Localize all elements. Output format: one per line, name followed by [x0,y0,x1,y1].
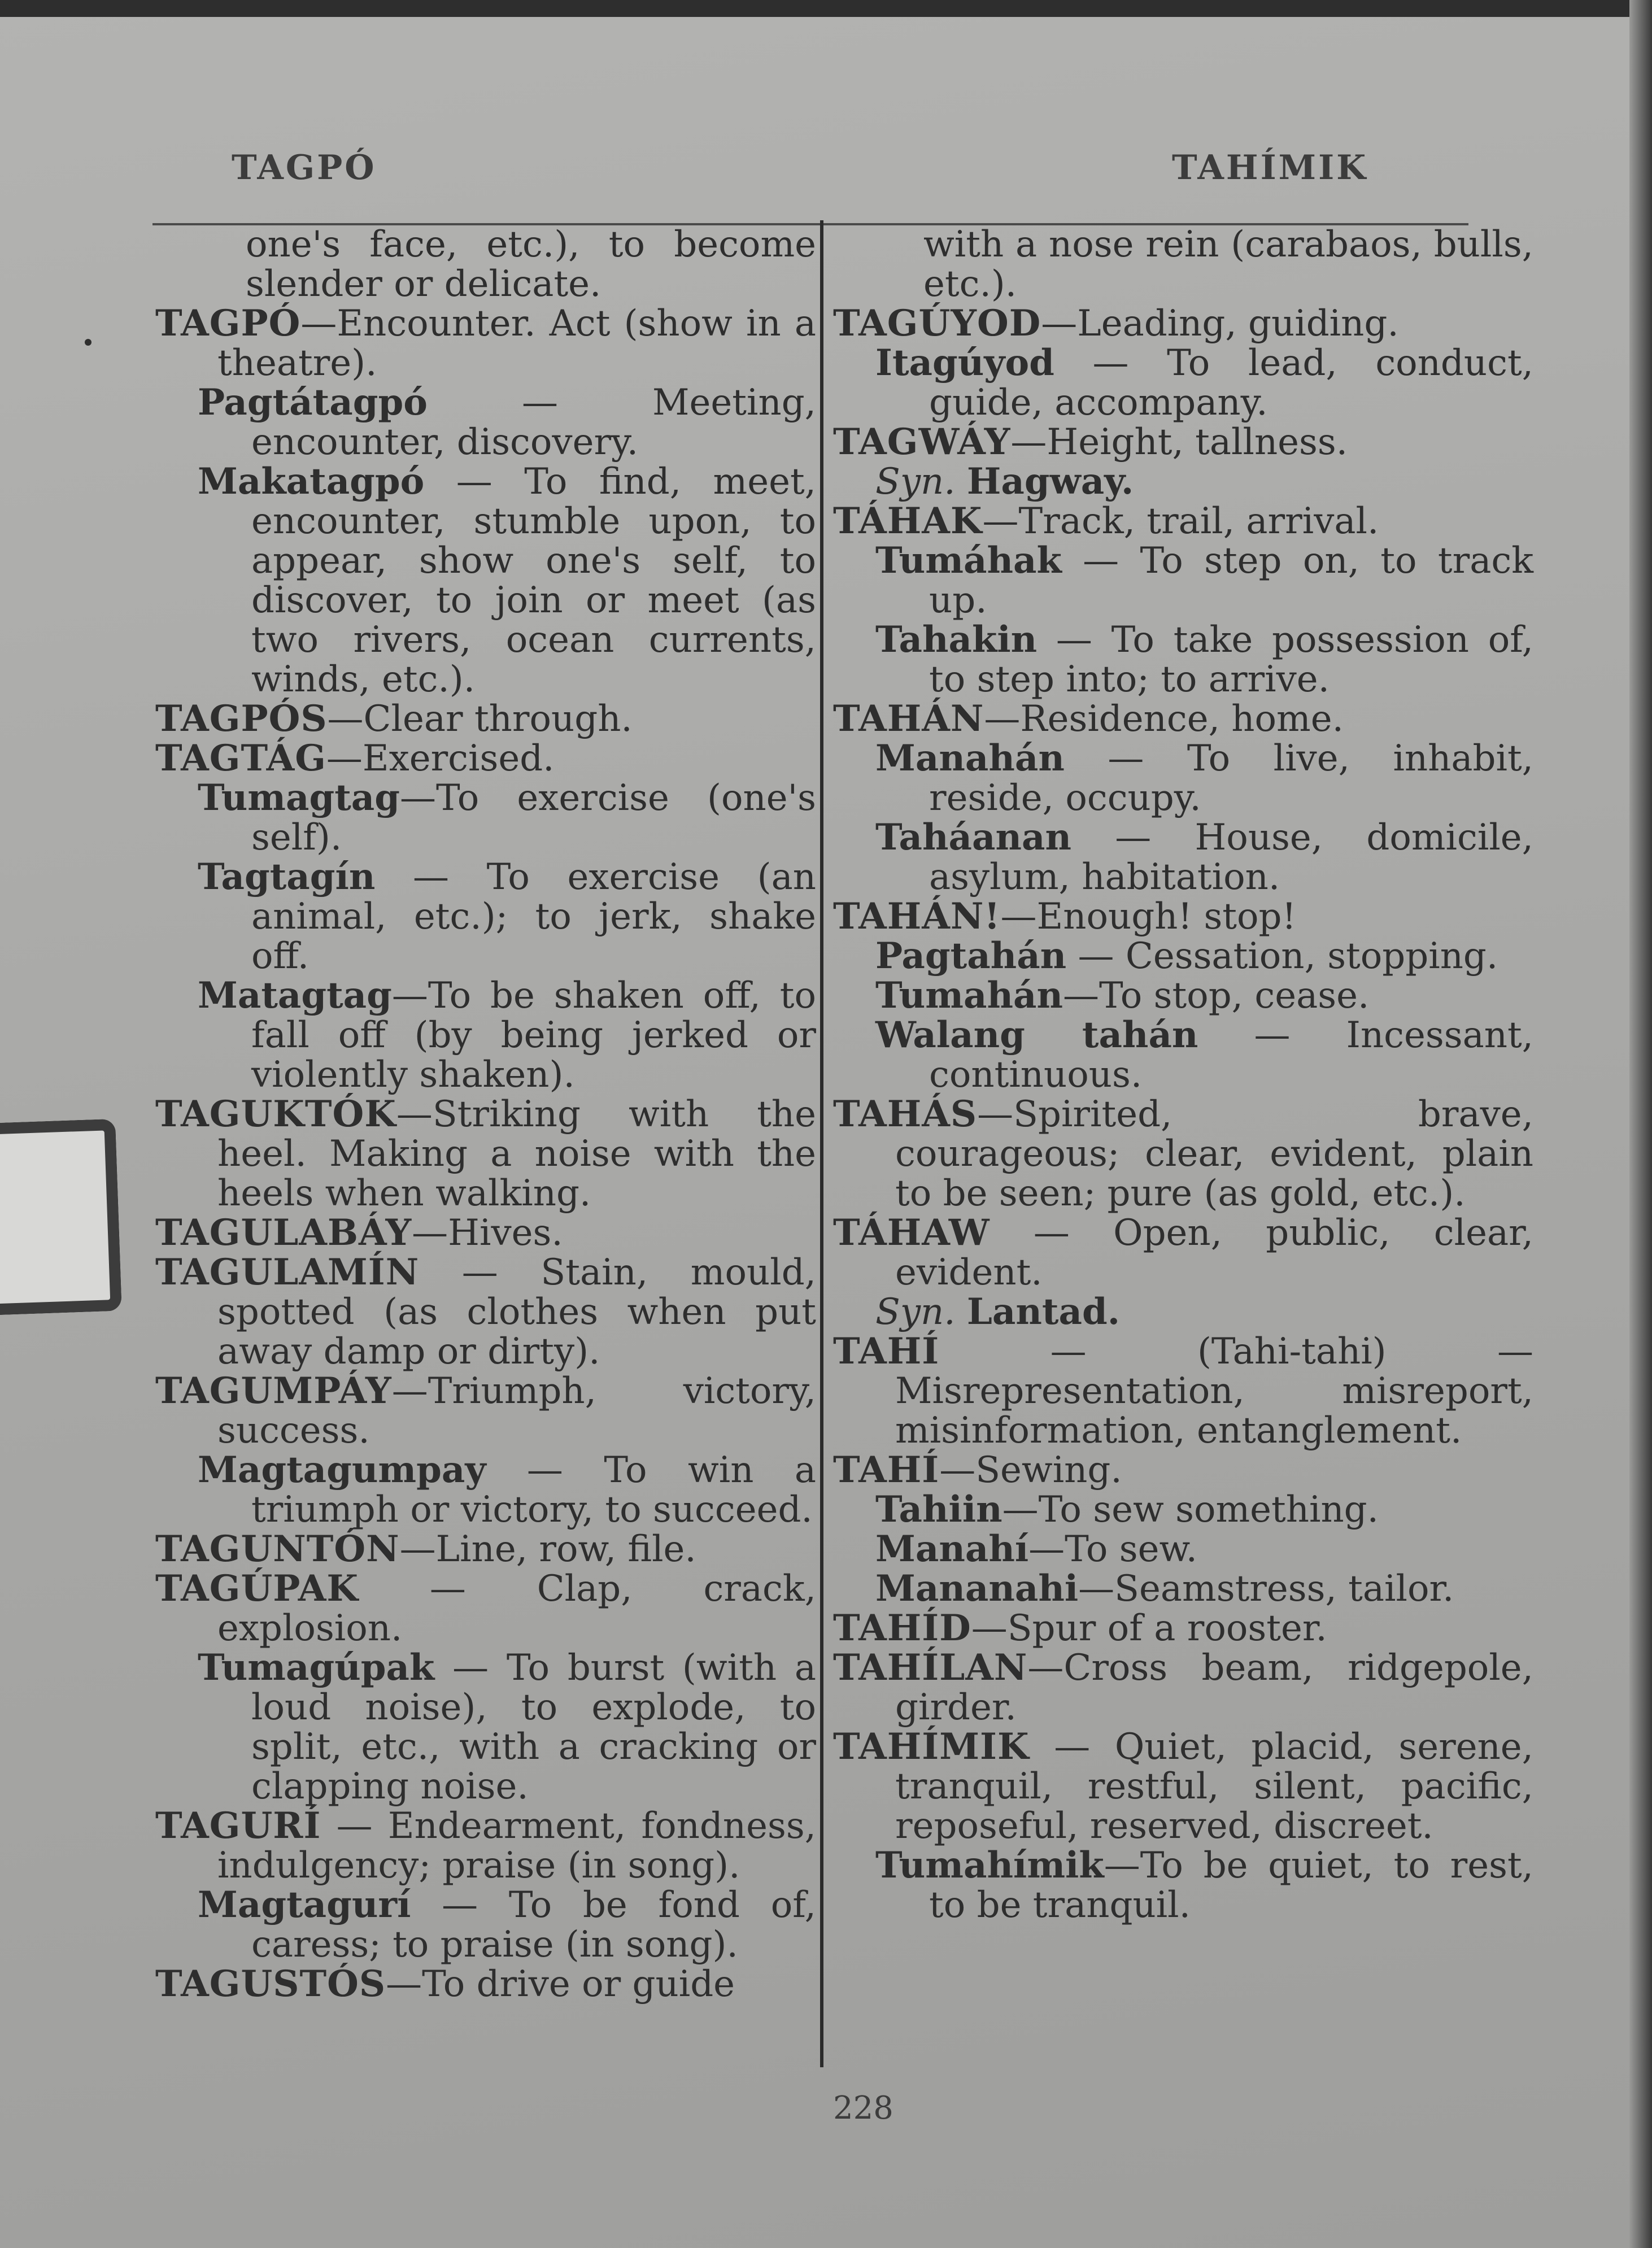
subheadword: Manahí [875,1528,1029,1570]
dictionary-entry [833,1095,1533,1213]
synonym-line [833,462,1533,502]
definition-text: —Residence, home. [984,698,1344,740]
definition-text: —Seamstress, tailor. [1078,1568,1454,1610]
definition-text: — (Tahi-tahi) — Misrepresentation, misreport, misinformation, entanglement. [895,1331,1533,1452]
definition-text: —To stop, cease. [1063,975,1370,1017]
definition-text: — Clap, crack, explosion. [217,1568,816,1649]
dictionary-entry [833,502,1533,541]
dictionary-entry [155,1530,816,1569]
subheadword: Tagtagín [198,856,376,898]
definition-text: — To win a triumph or victory, to succeed. [251,1449,816,1531]
right-column [833,225,1533,1925]
definition-text: — Open, public, clear, evident. [895,1212,1533,1293]
definition-text: — Cessation, stopping. [1066,935,1498,977]
dictionary-entry [833,699,1533,739]
definition-text: —Spur of a rooster. [971,1607,1327,1649]
definition-text: — To exercise (an animal, etc.); to jerk, shake off. [251,856,816,977]
headword: TAGULAMÍN [155,1251,420,1293]
scan-right-edge [1629,0,1652,2248]
subheadword: Matagtag [198,974,392,1017]
dictionary-entry [833,1450,1533,1490]
margin-mark [85,339,91,346]
headword: TAHÍLAN [833,1646,1028,1689]
subheadword: Pagtátagpó [198,381,428,424]
headword: TAHÍD [833,1607,971,1649]
definition-text: — Incessant, continuous. [929,1014,1534,1096]
page-number: 228 [833,2090,893,2127]
definition-text: —Hives. [412,1212,563,1254]
synonym-word: Lantad. [966,1291,1120,1333]
entry-continuation [833,225,1533,304]
subentry [833,976,1533,1016]
definition-text: —Triumph, victory, success. [217,1370,816,1452]
definition-text: — Meeting, encounter, discovery. [251,382,816,463]
headword: TAGÚPAK [155,1567,359,1610]
headword: TAHÁN [833,698,984,740]
left-column [155,225,816,2004]
synonym-label: Syn. [875,461,956,503]
headword: TAGWÁY [833,421,1011,463]
headword: TAHÍMIK [833,1726,1030,1768]
subentry [155,857,816,976]
headword: TAGUSTÓS [155,1963,386,2005]
subheadword: Walang tahán [875,1014,1198,1056]
synonym-word: Hagway. [966,460,1134,503]
definition-text: —To sew something. [1002,1489,1379,1531]
dictionary-entry [833,1332,1533,1450]
subentry [833,343,1533,422]
subentry [833,739,1533,818]
subentry [155,778,816,857]
headword: TAGURÍ [155,1805,321,1847]
subheadword: Itagúyod [875,342,1054,384]
definition-text: —Exercised. [326,738,555,779]
definition-text: —To be quiet, to rest, to be tranquil. [929,1845,1533,1926]
headword: TAGULABÁY [155,1212,412,1254]
definition-text: —Cross beam, ridgepole, girder. [895,1647,1533,1728]
headword: TÁHAW [833,1212,990,1254]
dictionary-entry [155,1964,816,2004]
dictionary-entry [833,422,1533,462]
definition-text: —Line, row, file. [399,1528,696,1570]
definition-text: —To drive or guide [386,1963,735,2005]
dictionary-entry [833,1727,1533,1846]
definition-text: —Striking with the heel. Making a noise with the heels when walking. [217,1093,816,1214]
definition-text: —Track, trail, arrival. [982,500,1379,542]
subheadword: Magtagurí [198,1884,411,1926]
subentry [155,1648,816,1806]
running-head-left: TAGPÓ [232,148,377,188]
definition-text: — House, domicile, asylum, habitation. [929,817,1533,898]
dictionary-entry [155,1095,816,1213]
entry-continuation [155,225,816,304]
definition-text: — To step on, to track up. [929,540,1533,621]
headword: TAHÍ [833,1330,940,1373]
subheadword: Tumagtag [198,777,400,819]
headword: TAGUKTÓK [155,1093,396,1135]
definition-text: —Leading, guiding. [1041,303,1399,345]
dictionary-entry [833,304,1533,343]
thumb-index-tab [0,1119,122,1316]
column-divider [820,220,823,2067]
definition-text: with a nose rein (carabaos, bulls, etc.). [923,224,1533,305]
definition-text: —Height, tallness. [1010,421,1348,463]
headword: TAGUMPÁY [155,1370,392,1412]
dictionary-entry [155,1569,816,1648]
definition-text: —To sew. [1028,1528,1197,1570]
subentry [833,620,1533,699]
headword: TAHÁN! [833,895,1001,938]
headword: TAHÍ [833,1449,940,1491]
subentry [155,383,816,462]
dictionary-entry [833,1648,1533,1727]
dictionary-entry [155,1213,816,1253]
subentry [833,1530,1533,1569]
headword: TAGPÓS [155,698,328,740]
definition-text: —Sewing. [939,1449,1122,1491]
definition-text: — To burst (with a loud noise), to explode, to split, etc., with a cracking or clapping noise. [251,1647,816,1807]
definition-text: one's face, etc.), to become slender or delicate. [246,224,816,305]
subentry [833,818,1533,897]
subheadword: Makatagpó [198,460,425,503]
subentry [155,1450,816,1530]
definition-text: —Enough! stop! [1000,896,1297,938]
running-head-right: TAHÍMIK [1172,148,1368,188]
definition-text: —To exercise (one's self). [251,777,816,859]
definition-text: — Endearment, fondness, indulgency; praise (in song). [217,1805,816,1887]
subheadword: Manahán [875,737,1065,779]
definition-text: — To take possession of, to step into; to arrive. [929,619,1533,700]
dictionary-entry [155,1806,816,1885]
definition-text: — To live, inhabit, reside, occupy. [929,738,1533,819]
definition-text: —Spirited, brave, courageous; clear, evident, plain to be seen; pure (as gold, etc.). [895,1093,1533,1214]
definition-text: —Clear through. [327,698,633,740]
subheadword: Tumahán [875,974,1063,1017]
definition-text: — Stain, mould, spotted (as clothes when put away damp or dirty). [217,1252,816,1373]
headword: TAGPÓ [155,302,301,345]
subheadword: Mananahi [875,1567,1079,1610]
definition-text: — To find, meet, encounter, stumble upon, to appear, show one's self, to discover, to join or meet (as two rivers, ocean currents, winds, etc.). [251,461,816,700]
subheadword: Tumáhak [875,539,1062,582]
synonym-label: Syn. [875,1291,956,1333]
dictionary-entry [833,1213,1533,1292]
headword: TAGUNTÓN [155,1528,400,1570]
subheadword: Tahakin [875,618,1038,661]
definition-text: — Quiet, placid, serene, tranquil, restful, silent, pacific, reposeful, reserved, discreet. [895,1726,1533,1847]
subheadword: Pagtahán [875,935,1067,977]
subheadword: Magtagumpay [198,1449,486,1491]
subentry [155,1885,816,1964]
definition-text: —Encounter. Act (show in a theatre). [217,303,816,384]
definition-text: — To lead, conduct, guide, accompany. [929,342,1533,424]
subentry [155,462,816,699]
dictionary-entry [155,1371,816,1450]
definition-text: —To be shaken off, to fall off (by being jerked or violently shaken). [251,975,816,1096]
headword: TÁHAK [833,500,983,542]
dictionary-entry [155,699,816,739]
dictionary-entry [833,897,1533,936]
synonym-line [833,1292,1533,1332]
subheadword: Tumagúpak [198,1646,435,1689]
subentry [833,1016,1533,1095]
dictionary-entry [155,1253,816,1371]
subentry [155,976,816,1095]
subentry [833,1569,1533,1609]
dictionary-entry [155,304,816,383]
subentry [833,1490,1533,1530]
headword: TAHÁS [833,1093,978,1135]
definition-text: — To be fond of, caress; to praise (in song). [251,1884,816,1966]
headword: TAGTÁG [155,737,326,779]
dictionary-entry [833,1609,1533,1648]
subentry [833,936,1533,976]
subheadword: Taháanan [875,816,1071,859]
subentry [833,541,1533,620]
scan-top-edge [0,0,1652,17]
headword: TAGÚYOD [833,302,1041,345]
subheadword: Tumahímik [875,1844,1104,1887]
subheadword: Tahiin [875,1488,1002,1531]
dictionary-entry [155,739,816,778]
subentry [833,1846,1533,1925]
